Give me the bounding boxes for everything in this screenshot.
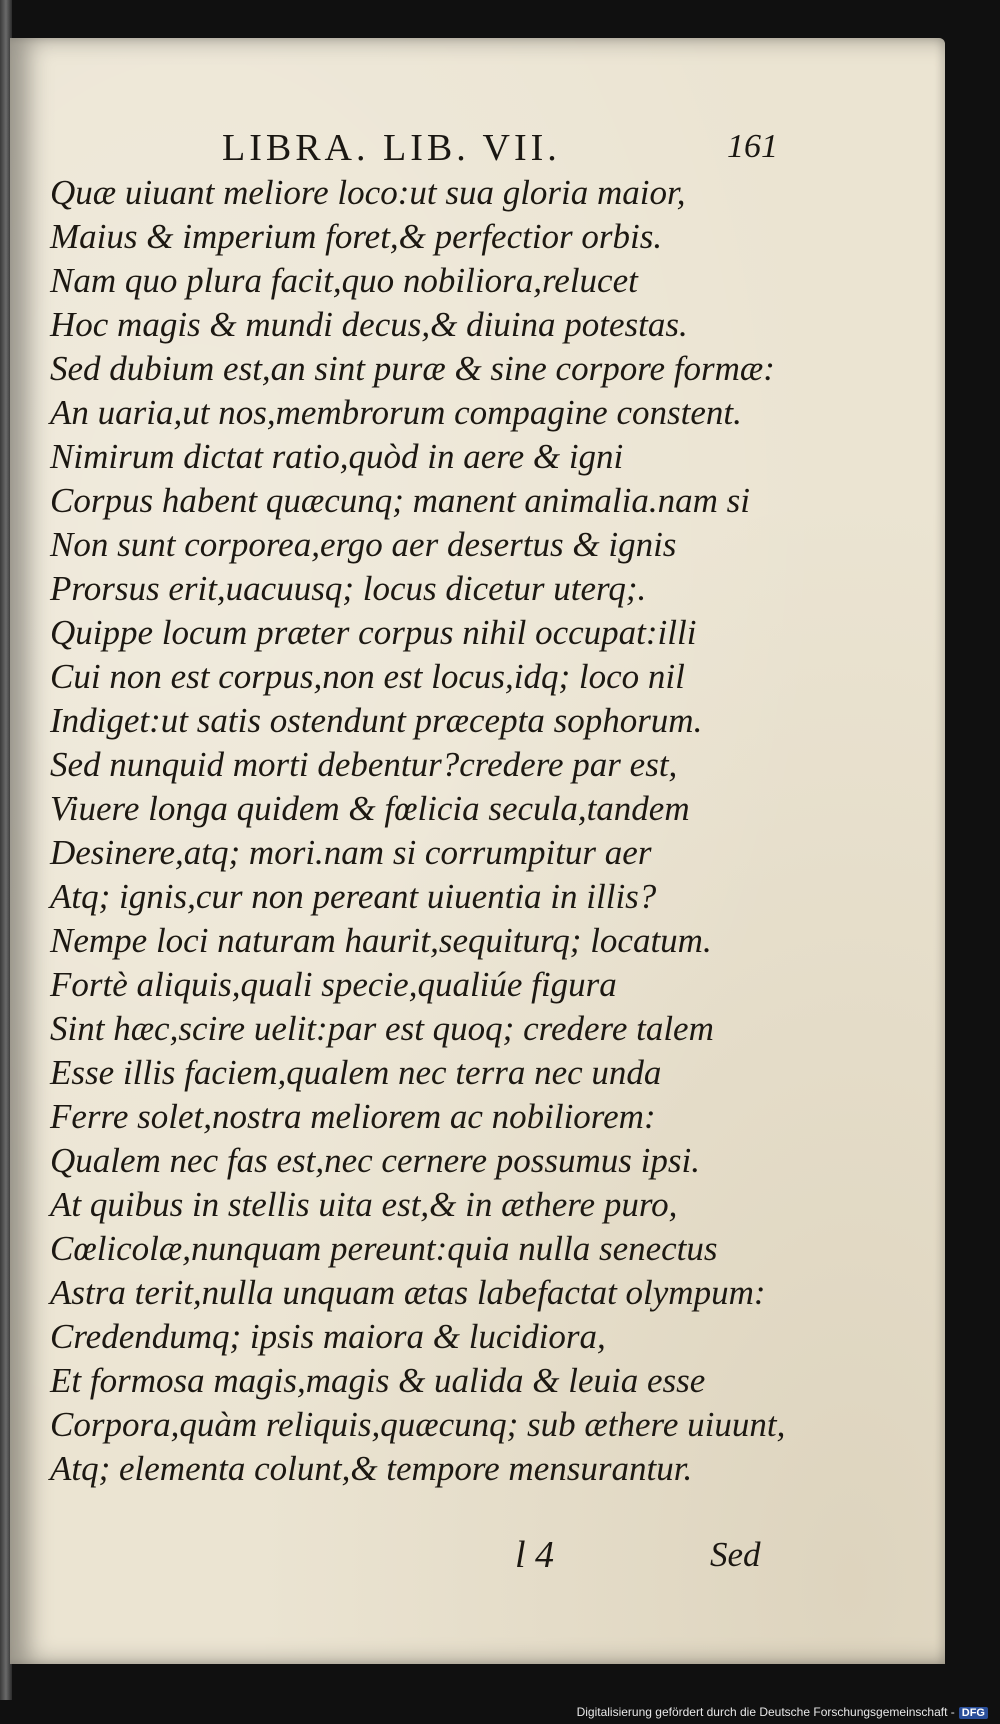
verse-line: Ferre solet,nostra meliorem ac nobiliorem:	[50, 1097, 656, 1136]
catchword: Sed	[710, 1535, 761, 1574]
dfg-logo: DFG	[959, 1707, 988, 1719]
verse-line: Quippe locum præter corpus nihil occupat:illi	[50, 613, 697, 652]
verse-line: Corpus habent quæcunq; manent animalia.nam si	[50, 481, 750, 520]
verse-line: Credendumq; ipsis maiora & lucidiora,	[50, 1317, 606, 1356]
verse-line: Indiget:ut satis ostendunt præcepta sophorum.	[50, 701, 703, 740]
verse-line: An uaria,ut nos,membrorum compagine constent.	[50, 393, 742, 432]
verse-line: Hoc magis & mundi decus,& diuina potestas.	[50, 305, 688, 344]
verse-line: Nam quo plura facit,quo nobiliora,relucet	[50, 261, 638, 300]
verse-line: Quæ uiuant meliore loco:ut sua gloria maior,	[50, 173, 686, 212]
verse-line: Sed nunquid morti debentur?credere par est,	[50, 745, 678, 784]
verse-line: Et formosa magis,magis & ualida & leuia esse	[50, 1361, 706, 1400]
verse-line: Nimirum dictat ratio,quòd in aere & igni	[50, 437, 624, 476]
page-header	[10, 126, 945, 176]
verse-line: Corpora,quàm reliquis,quæcunq; sub æthere uiuunt,	[50, 1405, 786, 1444]
book-page	[10, 38, 945, 1664]
verse-text-block	[50, 171, 930, 1491]
verse-line: Viuere longa quidem & fœlicia secula,tandem	[50, 789, 690, 828]
verse-line: Esse illis faciem,qualem nec terra nec unda	[50, 1053, 662, 1092]
verse-line: Cœlicolæ,nunquam pereunt:quia nulla senectus	[50, 1229, 718, 1268]
verse-line: Prorsus erit,uacuusq; locus dicetur uterq;.	[50, 569, 647, 608]
running-head: LIBRA. LIB. VII.	[222, 127, 561, 169]
page-number: 161	[727, 128, 778, 165]
verse-line: Astra terit,nulla unquam ætas labefactat olympum:	[50, 1273, 766, 1312]
verse-line: Maius & imperium foret,& perfectior orbis.	[50, 217, 663, 256]
dfg-credit	[577, 1705, 988, 1719]
verse-line: Nempe loci naturam haurit,sequiturq; locatum.	[50, 921, 712, 960]
verse-line: Atq; elementa colunt,& tempore mensurantur.	[50, 1449, 693, 1488]
verse-line: Sed dubium est,an sint puræ & sine corpore formæ:	[50, 349, 775, 388]
verse-line: Qualem nec fas est,nec cernere possumus ipsi.	[50, 1141, 700, 1180]
verse-line: Fortè aliquis,quali specie,qualiúe figura	[50, 965, 617, 1004]
verse-line: Sint hæc,scire uelit:par est quoq; credere talem	[50, 1009, 714, 1048]
dfg-credit-text: Digitalisierung gefördert durch die Deutsche Forschungsgemeinschaft -	[576, 1705, 955, 1719]
verse-line: Desinere,atq; mori.nam si corrumpitur aer	[50, 833, 652, 872]
verse-line: Non sunt corporea,ergo aer desertus & ignis	[50, 525, 677, 564]
verse-line: Cui non est corpus,non est locus,idq; loco nil	[50, 657, 685, 696]
verse-line: Atq; ignis,cur non pereant uiuentia in illis?	[50, 877, 657, 916]
verse-line: At quibus in stellis uita est,& in æthere puro,	[50, 1185, 678, 1224]
signature-mark: l 4	[515, 1534, 555, 1576]
